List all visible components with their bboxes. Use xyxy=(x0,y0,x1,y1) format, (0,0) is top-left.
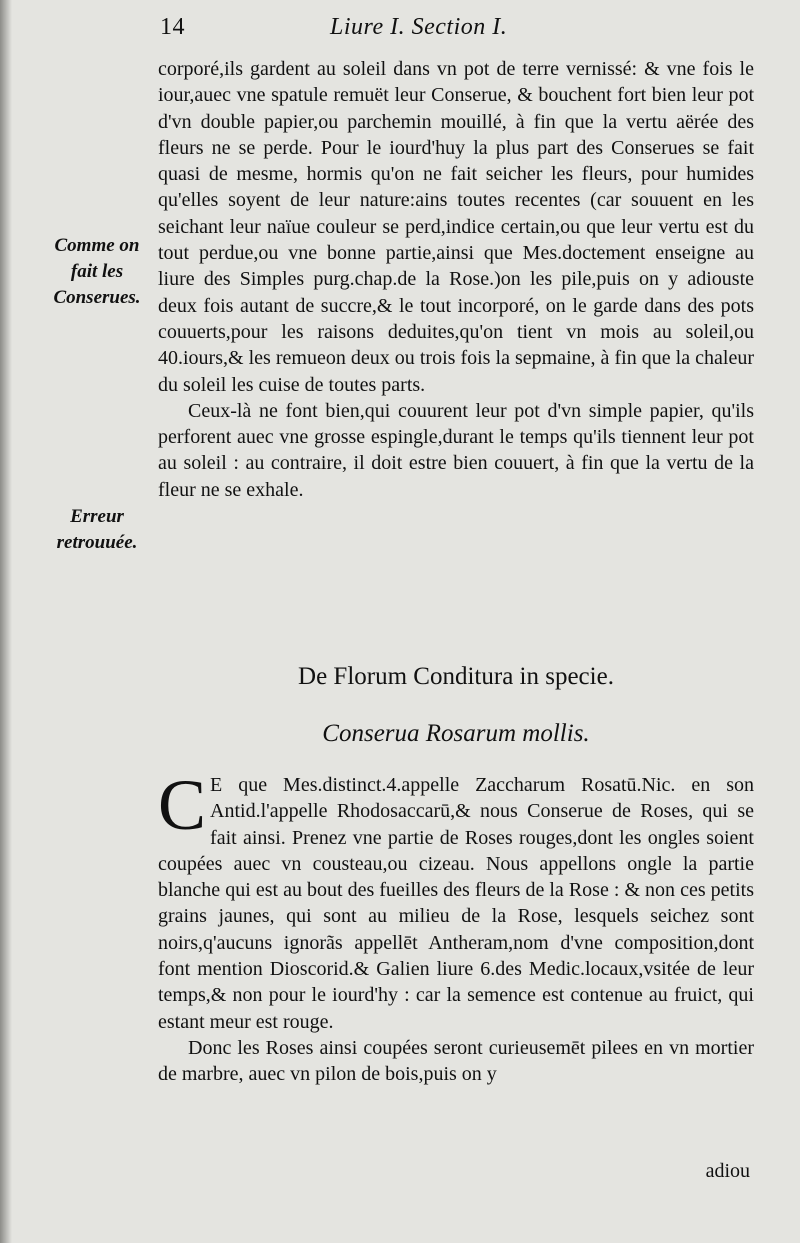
running-title: Liure I. Section I. xyxy=(330,14,508,40)
catchword: adiou xyxy=(705,1160,750,1182)
main-text-top xyxy=(158,56,754,503)
section-subheading: Conserua Rosarum mollis. xyxy=(322,720,590,747)
main-text-bottom xyxy=(158,765,754,1088)
paragraph: Donc les Roses ainsi coupées seront curieusemēt pilees en vn mortier de marbre, auec vn pilon de bois,puis on y xyxy=(158,1036,754,1086)
drop-cap: C xyxy=(158,765,207,845)
page-number: 14 xyxy=(160,14,185,40)
margin-note: Comme on fait les Conserues. xyxy=(53,235,141,308)
paragraph: corporé,ils gardent au soleil dans vn pot de terre vernissé: & vne fois le iour,auec vne spatule remuët leur Conserue, & bouchent fort bien leur pot d'vn double papier,ou parchemin mouillé, à fin que la vertu aërée des fleurs ne se perde. Pour le iourd'huy la plus part des Conserues se fait quasi de mesme, hormis qu'on ne fait seicher les fleurs, pour humides qu'elles soyent de leur nature:ains toutes recentes (car souuent en les seichant leur naïue couleur se perd,indice certain,ou que leur vertu est du tout perdue,ou vne bonne partie,ainsi que Mes.doctement enseigne au liure des Simples purg.chap.de la Rose.)on les pile,puis on y adiouste deux fois autant de succre,& le tout incorporé, on le garde dans des pots couuerts,pour les raisons deduites,qu'on tient vn mois au soleil,ou 40.iours,& les remueon deux ou trois fois la sepmaine, à fin que la chaleur du soleil les cuise de toutes parts. xyxy=(158,58,754,396)
paragraph xyxy=(158,765,754,1035)
margin-note: Erreur retrouuée. xyxy=(56,506,138,553)
section-heading: De Florum Conditura in specie. xyxy=(298,663,614,690)
paragraph-text: E que Mes.distinct.4.appelle Zaccharum Rosatū.Nic. en son Antid.l'appelle Rhodosaccarū,& nous Conserue de Roses, qui se fait ainsi. Prenez vne partie de Roses rouges,dont les ongles soient coupées auec vn cousteau,ou cizeau. Nous appellons ongle la partie blanche qui est au bout des fueilles des fleurs de la Rose : & non ces petits grains jaunes, qui sont au milieu de la Rose, lesquels seichez sont noirs,q'aucuns ignorãs appellēt Antheram,nom d'vne composition,dont font mention Dioscorid.& Galien liure 6.des Medic.locaux,vsitée de leur temps,& non pour le iourd'hy : car la semence est contenue au fruict, qui estant meur est rouge. xyxy=(158,774,754,1033)
paragraph: Ceux-là ne font bien,qui couurent leur pot d'vn simple papier, qu'ils perforent auec vne grosse espingle,durant le temps qu'ils tiennent leur pot au soleil : au contraire, il doit estre bien couuert, à fin que la vertu de la fleur ne se exhale. xyxy=(158,399,754,501)
